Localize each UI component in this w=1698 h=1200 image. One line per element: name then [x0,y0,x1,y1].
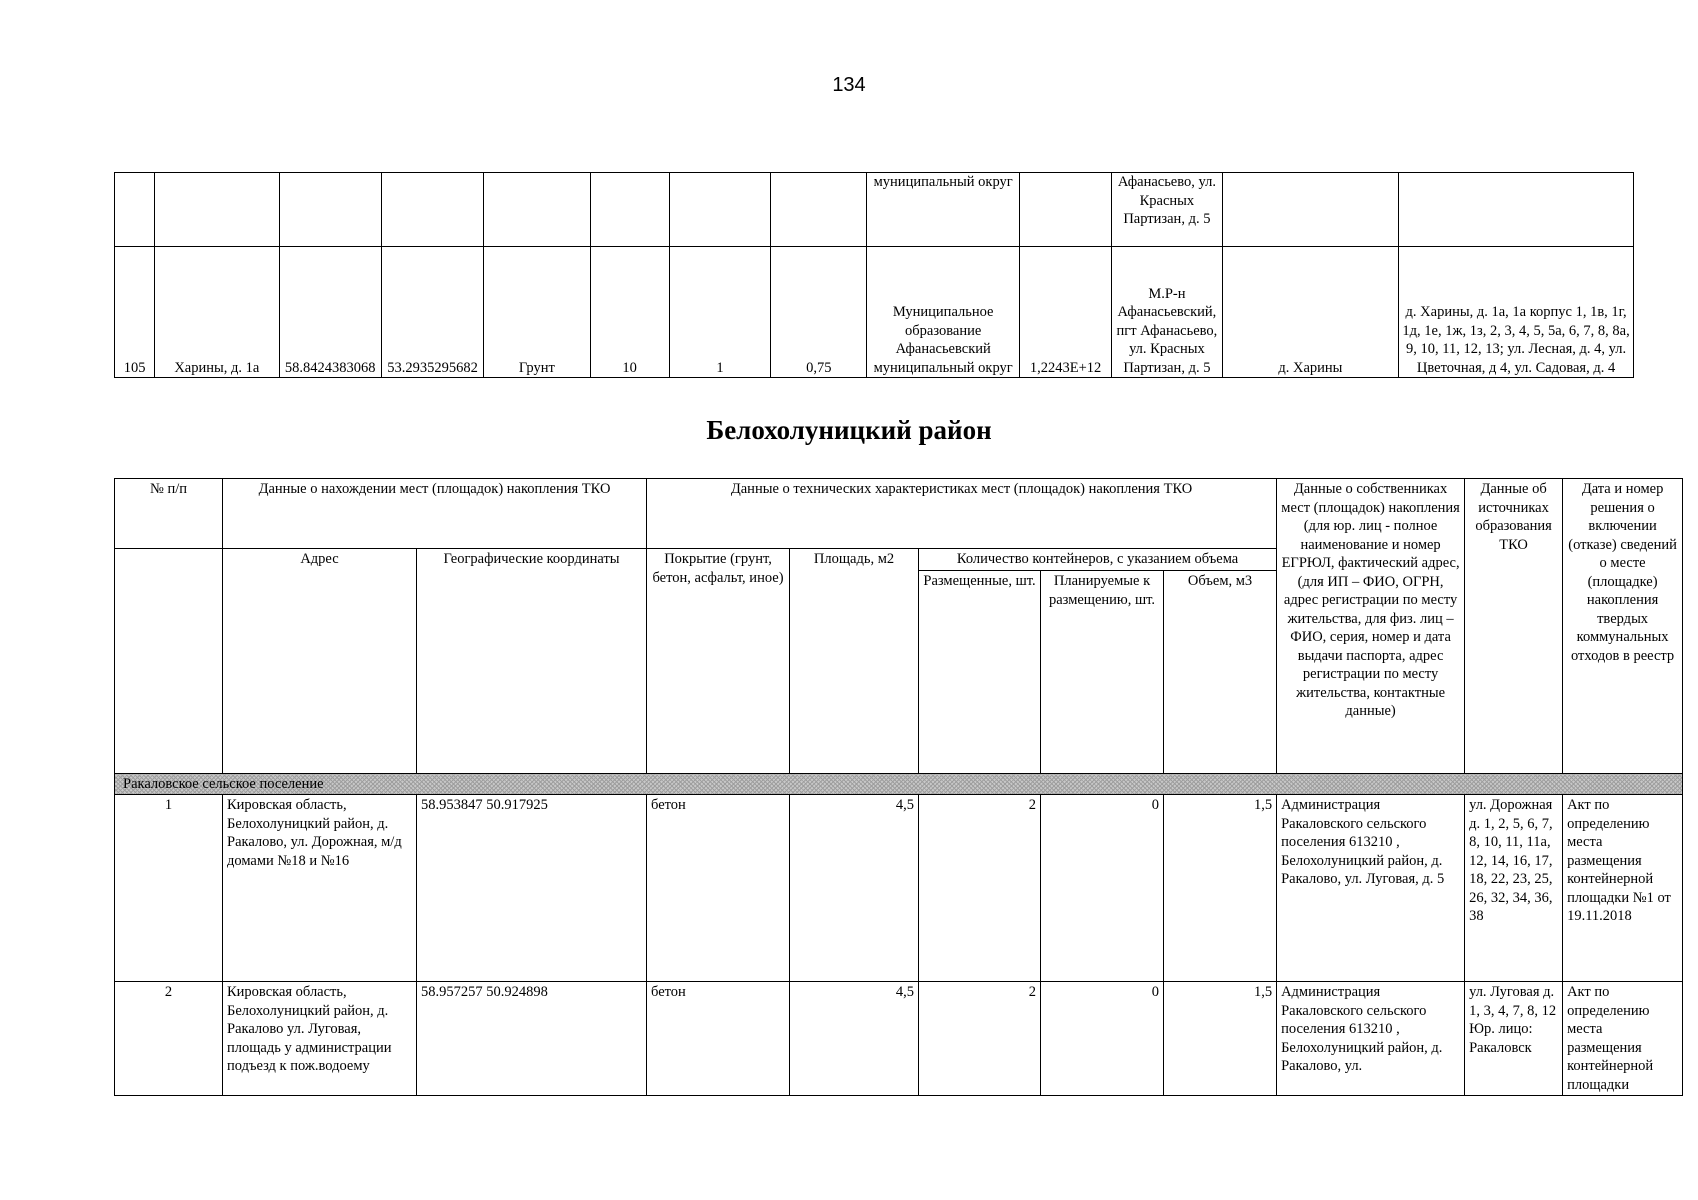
table-row [115,173,1634,247]
owner-cell: Администрация Ракаловского сельского поселения 613210 , Белохолуницкий район, д. Ракалово, ул. [1277,982,1465,1096]
address-cell: М.Р-н Афанасьевский, пгт Афанасьево, ул. Красных Партизан, д. 5 [1112,247,1222,378]
address-cell: Афанасьево, ул. Красных Партизан, д. 5 [1112,173,1222,247]
header-location-group: Данные о нахождении мест (площадок) накопления ТКО [223,479,647,549]
header-cover: Покрытие (грунт, бетон, асфальт, иное) [647,549,790,774]
header-placed: Размещенные, шт. [919,571,1041,774]
planned-cell: 0 [1041,982,1164,1096]
decision-cell: Акт по определению места размещения контейнерной площадки [1563,982,1683,1096]
continuation-table [114,172,1634,378]
decision-cell: Акт по определению места размещения контейнерной площадки №1 от 19.11.2018 [1563,795,1683,982]
owner-cell: Администрация Ракаловского сельского поселения 613210 , Белохолуницкий район, д. Ракалово, ул. Луговая, д. 5 [1277,795,1465,982]
settlement-name: Ракаловское сельское поселение [115,774,1683,795]
table-row [115,247,1634,378]
settlement-band [115,774,1683,795]
address-cell: Кировская область, Белохолуницкий район, д. Ракалово ул. Луговая, площадь у администрации подъезд к пож.водоему [223,982,417,1096]
container-count: 1 [669,247,770,378]
placed-cell: 2 [919,982,1041,1096]
area: 10 [590,247,669,378]
header-address: Адрес [223,549,417,774]
header-volume: Объем, м3 [1164,571,1277,774]
table-row [115,795,1683,982]
header-coords: Географические координаты [417,549,647,774]
section-title: Белохолуницкий район [706,415,992,445]
row-number: 2 [115,982,223,1096]
cover-cell: бетон [647,982,790,1096]
sources-cell: ул. Дорожная д. 1, 2, 5, 6, 7, 8, 10, 11, 11а, 12, 14, 16, 17, 18, 22, 23, 25, 26, 32, 34, 36, 38 [1465,795,1563,982]
header-num: № п/п [115,479,223,549]
coords-cell: 58.957257 50.924898 [417,982,647,1096]
owner-cell: Муниципальное образование Афанасьевский муниципальный округ [867,247,1020,378]
sources-cell: ул. Луговая д. 1, 3, 4, 7, 8, 12 Юр. лицо: Ракаловск [1465,982,1563,1096]
area-cell: 4,5 [790,795,919,982]
header-sources: Данные об источниках образования ТКО [1465,479,1563,774]
ogrn: 1,2243E+12 [1019,247,1111,378]
site-name: Харины, д. 1а [155,247,279,378]
settlement: д. Харины [1222,247,1399,378]
table-row [115,982,1683,1096]
volume-cell: 1,5 [1164,982,1277,1096]
page-number: 134 [832,74,866,96]
header-planned: Планируемые к размещению, шт. [1041,571,1164,774]
volume-cell: 1,5 [1164,795,1277,982]
address-cell: Кировская область, Белохолуницкий район, д. Ракалово, ул. Дорожная, м/д домами №18 и №16 [223,795,417,982]
registry-table [114,478,1683,1096]
row-number: 105 [115,247,155,378]
cover: Грунт [484,247,590,378]
longitude: 53.2935295682 [381,247,483,378]
cover-cell: бетон [647,795,790,982]
placed-cell: 2 [919,795,1041,982]
area-cell: 4,5 [790,982,919,1096]
latitude: 58.8424383068 [279,247,381,378]
row-number: 1 [115,795,223,982]
coords-cell: 58.953847 50.917925 [417,795,647,982]
header-decision: Дата и номер решения о включении (отказе) сведений о месте (площадке) накопления твердых коммунальных отходов в реестр [1563,479,1683,774]
header-tech-group: Данные о технических характеристиках мест (площадок) накопления ТКО [647,479,1277,549]
volume: 0,75 [771,247,867,378]
header-owners: Данные о собственниках мест (площадок) накопления (для юр. лиц - полное наименование и номер ЕГРЮЛ, фактический адрес, (для ИП – ФИО, ОГРН, адрес регистрации по месту жительства, для физ. лиц – ФИО, серия, номер и дата выдачи паспорта, адрес регистрации по месту жительства, контактные данные) [1277,479,1465,774]
header-area: Площадь, м2 [790,549,919,774]
owner-cell: муниципальный округ [867,173,1020,247]
header-containers: Количество контейнеров, с указанием объема [919,549,1277,571]
planned-cell: 0 [1041,795,1164,982]
served-addresses: д. Харины, д. 1а, 1а корпус 1, 1в, 1г, 1д, 1е, 1ж, 1з, 2, 3, 4, 5, 5а, 6, 7, 8, 8а, 9, 10, 11, 12, 13; ул. Лесная, д. 4, ул. Цветочная, д 4, ул. Садовая, д. 4 [1399,247,1634,378]
header-row [115,479,1683,549]
